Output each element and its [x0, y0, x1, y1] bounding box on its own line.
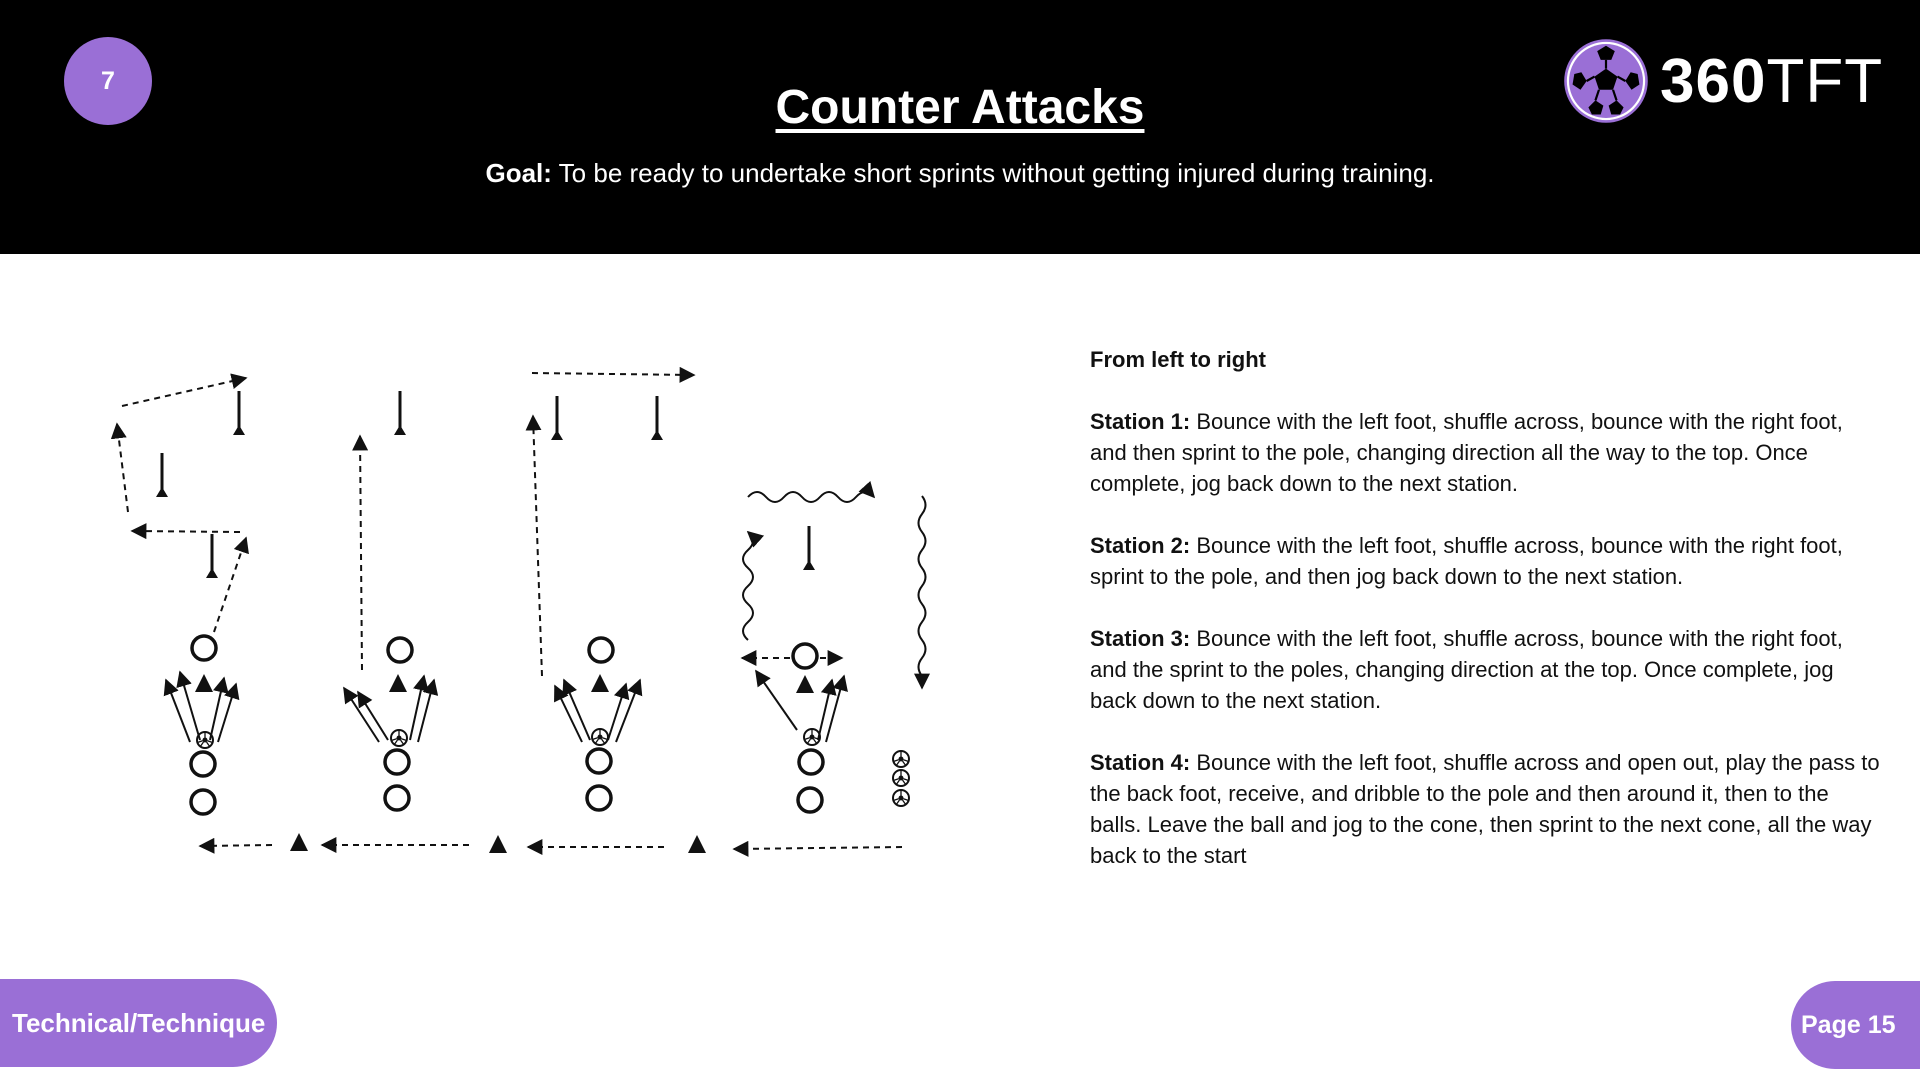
cone-ring [799, 750, 823, 774]
pole-marker [206, 534, 218, 578]
cone-ring [388, 638, 412, 662]
cone-marker [195, 674, 213, 692]
cone-marker [591, 674, 609, 692]
station-instructions: Bounce with the left foot, shuffle across, bounce with the right foot, and the sprint to the poles, changing direction at the top. Once complete, jog back down to the next station. [1090, 626, 1843, 713]
cone-ring [192, 636, 216, 660]
brand-logo [1562, 36, 1883, 126]
cone-marker [489, 835, 507, 853]
header-bar [0, 0, 1920, 254]
goal-text [0, 158, 1920, 189]
station-2-text [1090, 530, 1880, 592]
soccer-ball-icon [1562, 37, 1650, 125]
ball-marker [391, 730, 407, 746]
ball-marker [592, 729, 608, 745]
station-instructions: Bounce with the left foot, shuffle across and open out, play the pass to the back foot, receive, and dribble to the pole and then around it, then to the balls. Leave the ball and jog to the cone, then sprint to the next cone, all the way back to the start [1090, 750, 1880, 868]
station-label: Station 2: [1090, 533, 1191, 558]
cone-ring [589, 638, 613, 662]
category-tag: Technical/Technique [0, 979, 277, 1067]
return-path [200, 833, 902, 853]
cone-ring [798, 788, 822, 812]
cone-ring [385, 786, 409, 810]
station-1-diagram [117, 378, 246, 814]
cone-ring [793, 644, 817, 668]
ball-marker [893, 751, 909, 767]
pole-marker [551, 396, 563, 440]
cone-ring [587, 749, 611, 773]
brand-name [1660, 46, 1883, 117]
ball-marker [893, 790, 909, 806]
cone-ring [587, 786, 611, 810]
station-label: Station 3: [1090, 626, 1191, 651]
cone-marker [290, 833, 308, 851]
goal-description: To be ready to undertake short sprints without getting injured during training. [551, 158, 1435, 188]
station-label: Station 4: [1090, 750, 1191, 775]
station-3-text [1090, 623, 1880, 716]
station-instructions: Bounce with the left foot, shuffle across, bounce with the right foot, and then sprint to the pole, changing direction all the way to the top. Once complete, jog back down to the next station. [1090, 409, 1843, 496]
cone-ring [385, 750, 409, 774]
page-title: Counter Attacks [775, 81, 1145, 134]
page-number-tag: Page 15 [1791, 981, 1920, 1069]
cone-ring [191, 790, 215, 814]
brand-name-light: TFT [1766, 46, 1884, 116]
brand-name-bold: 360 [1660, 46, 1767, 116]
pole-marker [156, 453, 168, 497]
ball-marker [804, 729, 820, 745]
cone-ring [191, 752, 215, 776]
drill-number-badge: 7 [64, 37, 152, 125]
station-label: Station 1: [1090, 409, 1191, 434]
ball-marker [893, 770, 909, 786]
drill-description [1090, 344, 1880, 902]
cone-marker [688, 835, 706, 853]
pole-marker [233, 391, 245, 435]
cone-marker [796, 675, 814, 693]
drill-diagram [80, 330, 960, 870]
station-4-text [1090, 747, 1880, 871]
station-3-diagram [532, 373, 694, 810]
description-heading: From left to right [1090, 347, 1266, 372]
station-2-diagram [344, 391, 434, 810]
goal-label: Goal: [485, 158, 552, 188]
pole-marker [651, 396, 663, 440]
pole-marker [803, 526, 815, 570]
cone-marker [389, 674, 407, 692]
station-instructions: Bounce with the left foot, shuffle across, bounce with the right foot, sprint to the pole, and then jog back down to the next station. [1090, 533, 1843, 589]
pole-marker [394, 391, 406, 435]
station-1-text [1090, 406, 1880, 499]
station-4-diagram [742, 492, 926, 812]
